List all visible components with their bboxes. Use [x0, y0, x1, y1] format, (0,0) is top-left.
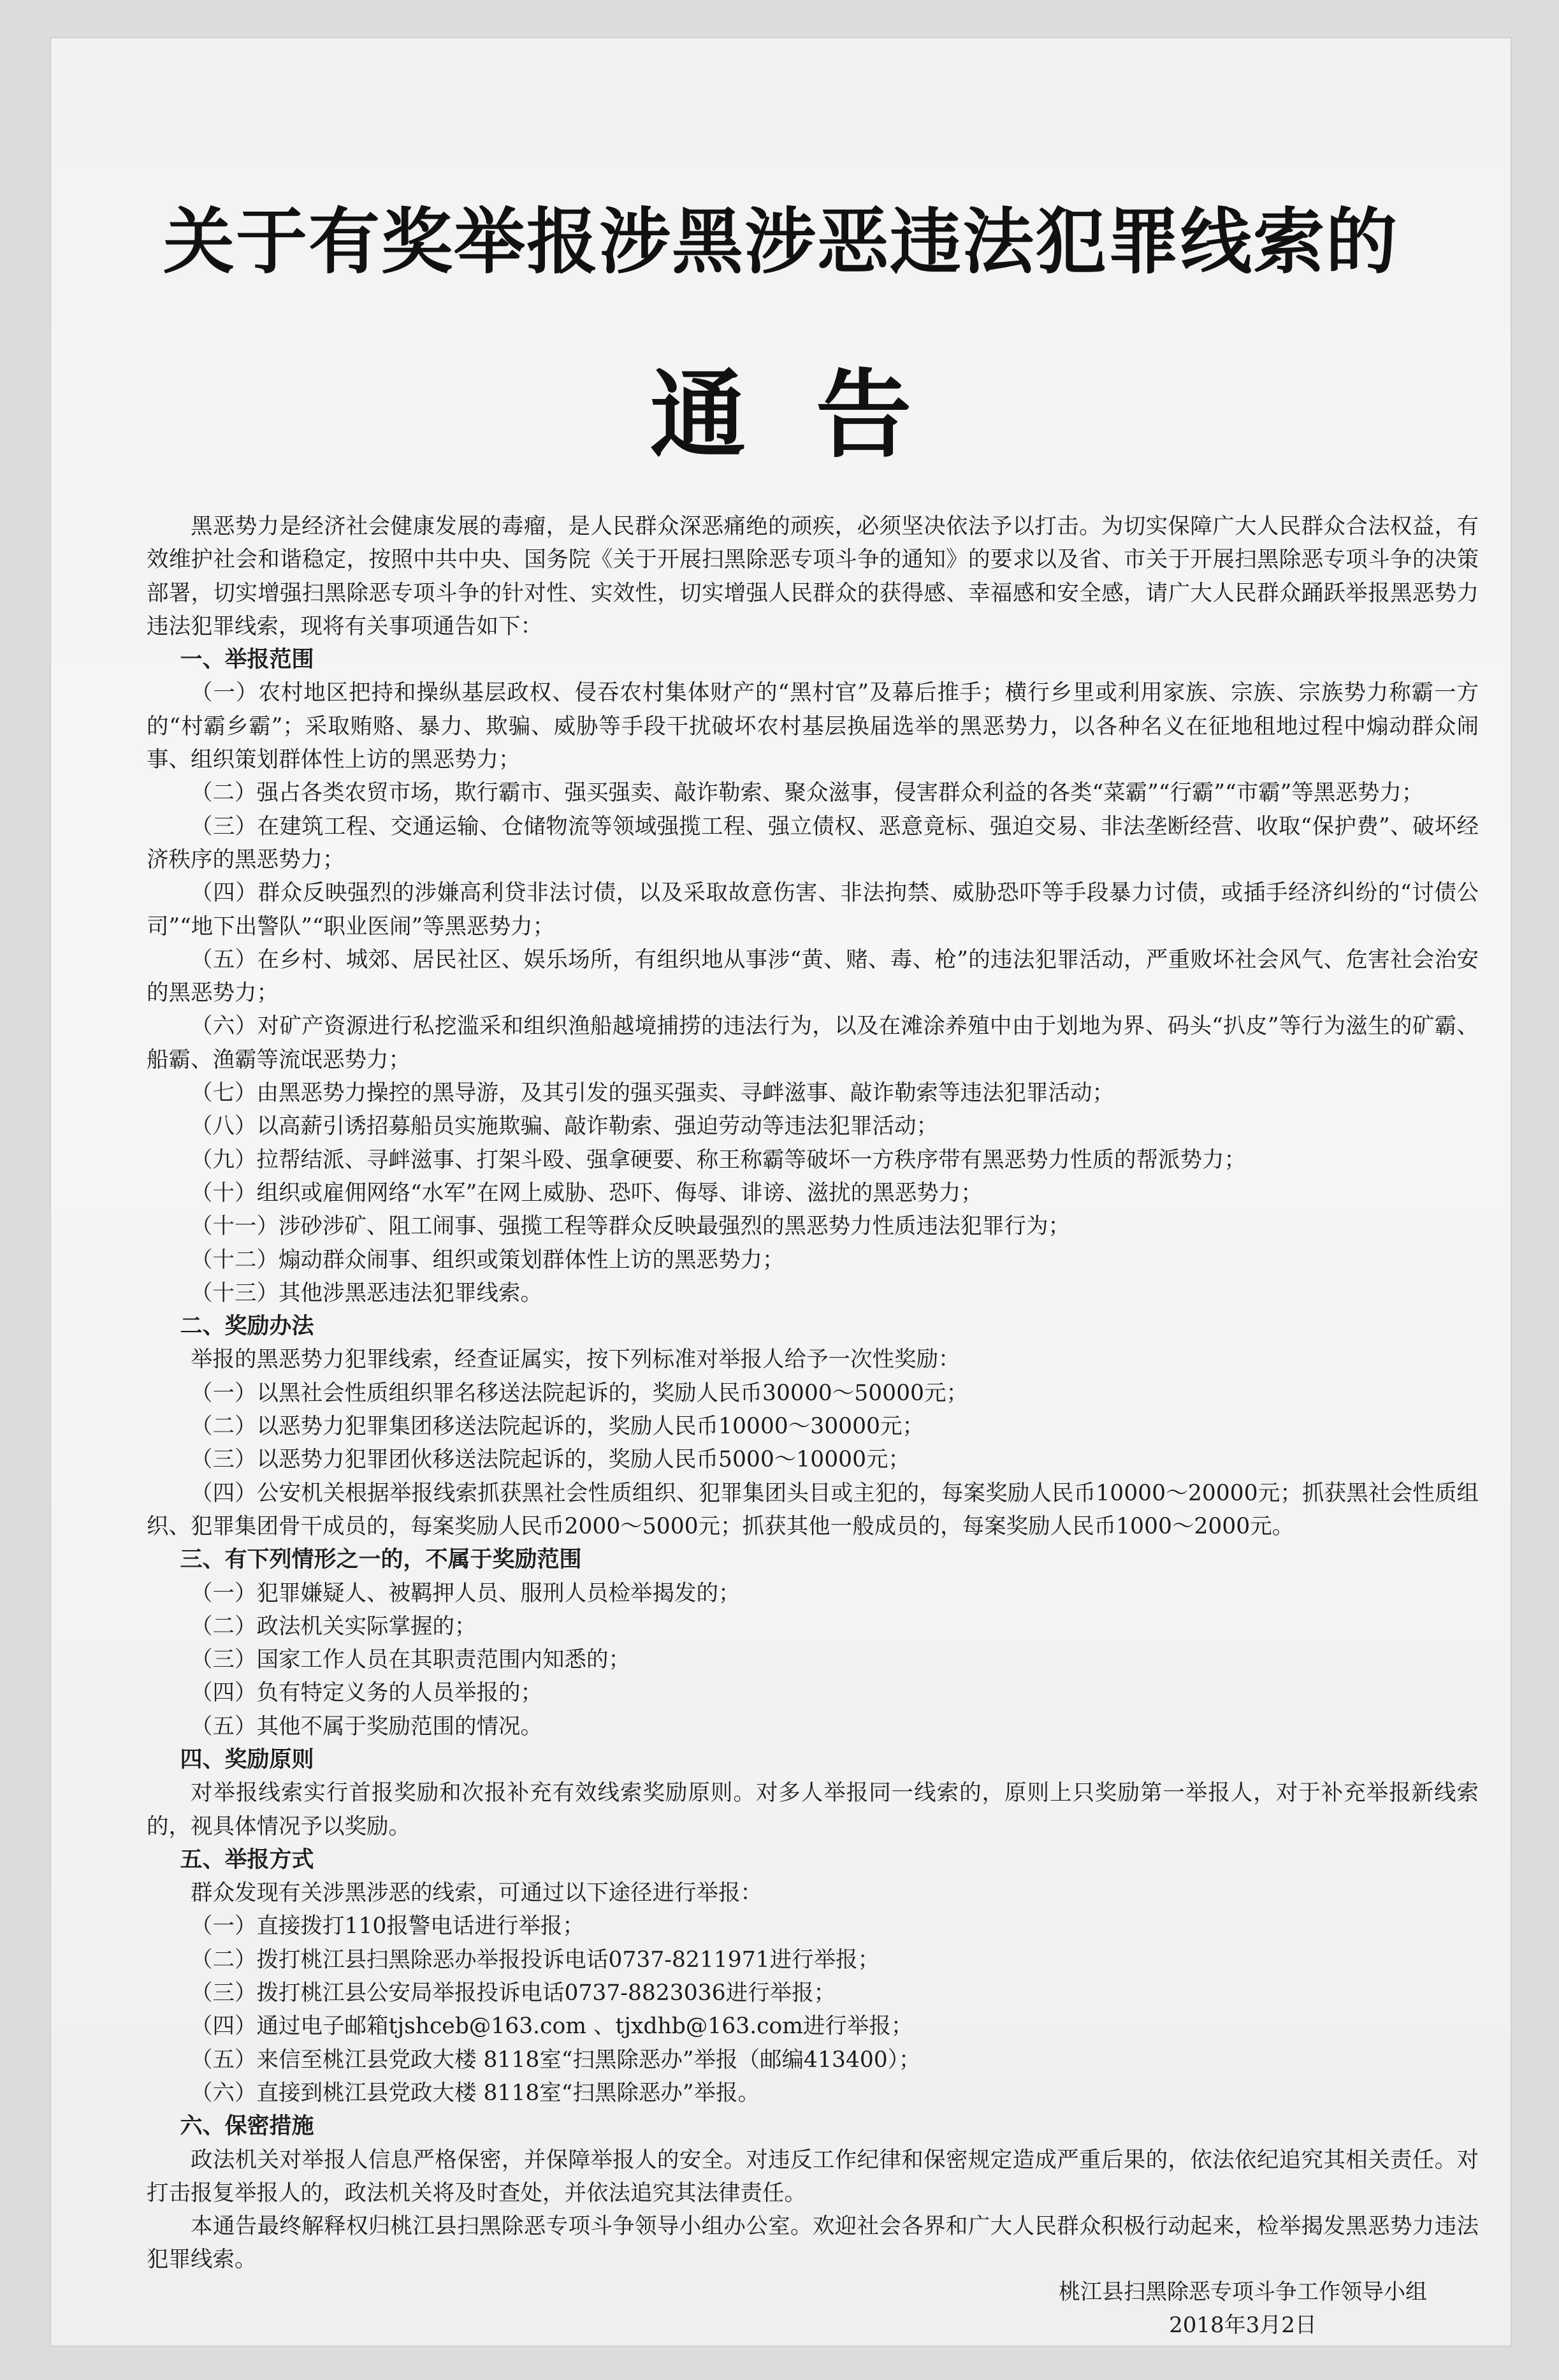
- notice-title-main: 通告: [649, 359, 982, 471]
- section-paragraph: （二）强占各类农贸市场，欺行霸市、强买强卖、敲诈勒索、聚众滋事，侵害群众利益的各类“菜霸”“行霸”“市霸”等黑恶势力；: [191, 780, 1424, 806]
- section-paragraph: （二）拨打桃江县扫黑除恶办举报投诉电话0737-8211971进行举报；: [191, 1947, 880, 1973]
- section-heading: 二、奖励办法: [180, 1314, 314, 1340]
- section-paragraph: （三）国家工作人员在其职责范围内知悉的；: [191, 1647, 630, 1673]
- section-paragraph: （七）由黑恶势力操控的黑导游，及其引发的强买强卖、寻衅滋事、敲诈勒索等违法犯罪活动；: [191, 1080, 1114, 1107]
- section-paragraph: （五）在乡村、城郊、居民社区、娱乐场所，有组织地从事涉“黄、赌、毒、枪”的违法犯罪活动，严重败坏社会风气、危害社会治安的黑恶势力；: [147, 947, 1479, 1006]
- section-paragraph: （九）拉帮结派、寻衅滋事、打架斗殴、强拿硬要、称王称霸等破坏一方秩序带有黑恶势力性质的帮派势力；: [191, 1147, 1246, 1173]
- issue-date: 2018年3月2日: [1169, 2312, 1317, 2338]
- section-paragraph: （二）政法机关实际掌握的；: [191, 1613, 477, 1639]
- section-paragraph: （三）以恶势力犯罪团伙移送法院起诉的，奖励人民币5000～10000元；: [191, 1447, 911, 1473]
- intro-paragraph: 黑恶势力是经济社会健康发展的毒瘤，是人民群众深恶痛绝的顽疾，必须坚决依法予以打击。为切实保障广大人民群众合法权益，有效维护社会和谐稳定，按照中共中央、国务院《关于开展扫黑除恶专项斗争的通知》的要求以及省、市关于开展扫黑除恶专项斗争的决策部署，切实增强扫黑除恶专项斗争的针对性、实效性，切实增强人民群众的获得感、幸福感和安全感，请广大人民群众踊跃举报黑恶势力违法犯罪线索，现将有关事项通告如下：: [147, 514, 1479, 639]
- section-paragraph: （十）组织或雇佣网络“水军”在网上威胁、恐吓、侮辱、诽谤、滋扰的黑恶势力；: [191, 1180, 983, 1206]
- section-paragraph: （四）负有特定义务的人员举报的；: [191, 1680, 542, 1706]
- section-paragraph: （六）直接到桃江县党政大楼 8118室“扫黑除恶办”举报。: [191, 2080, 760, 2106]
- section-paragraph: （三）在建筑工程、交通运输、仓储物流等领域强揽工程、强立债权、恶意竟标、强迫交易、非法垄断经营、收取“保护费”、破坏经济秩序的黑恶势力；: [147, 813, 1479, 873]
- section-paragraph: （一）犯罪嫌疑人、被羁押人员、服刑人员检举揭发的；: [191, 1580, 741, 1606]
- section-paragraph: （三）拨打桃江县公安局举报投诉电话0737-8823036进行举报；: [191, 1980, 836, 2006]
- section-paragraph: 举报的黑恶势力犯罪线索，经查证属实，按下列标准对举报人给予一次性奖励：: [191, 1347, 961, 1373]
- notice-title: 关于有奖举报涉黑涉恶违法犯罪线索的: [163, 200, 1398, 284]
- section-heading: 六、保密措施: [180, 2114, 314, 2140]
- section-paragraph: （十一）涉砂涉矿、阻工闹事、强揽工程等群众反映最强烈的黑恶势力性质违法犯罪行为；: [191, 1214, 1070, 1240]
- section-paragraph: （二）以恶势力犯罪集团移送法院起诉的，奖励人民币10000～30000元；: [191, 1414, 924, 1440]
- notice-body: [147, 510, 1479, 2277]
- section-paragraph: （一）农村地区把持和操纵基层政权、侵吞农村集体财产的“黑村官”及幕后推手；横行乡里或利用家族、宗族、宗族势力称霸一方的“村霸乡霸”；采取贿赂、暴力、欺骗、威胁等手段干扰破坏农村基层换届选举的黑恶势力，以各种名义在征地租地过程中煽动群众闹事、组织策划群体性上访的黑恶势力；: [147, 680, 1479, 773]
- section-paragraph: （四）公安机关根据举报线索抓获黑社会性质组织、犯罪集团头目或主犯的，每案奖励人民币10000～20000元；抓获黑社会性质组织、犯罪集团骨干成员的，每案奖励人民币2000～5000元；抓获其他一般成员的，每案奖励人民币1000～2000元。: [147, 1480, 1479, 1539]
- section-paragraph: （一）直接拨打110报警电话进行举报；: [191, 1913, 584, 1940]
- section-heading: 三、有下列情形之一的，不属于奖励范围: [180, 1547, 582, 1573]
- section-paragraph: （五）来信至桃江县党政大楼 8118室“扫黑除恶办”举报（邮编413400）；: [191, 2047, 921, 2073]
- section-paragraph: 对举报线索实行首报奖励和次报补充有效线索奖励原则。对多人举报同一线索的，原则上只奖励第一举报人，对于补充举报新线索的，视具体情况予以奖励。: [147, 1780, 1479, 1839]
- section-paragraph: （五）其他不属于奖励范围的情况。: [191, 1713, 542, 1739]
- section-paragraph: （六）对矿产资源进行私挖滥采和组织渔船越境捕捞的违法行为，以及在滩涂养殖中由于划地为界、码头“扒皮”等行为滋生的矿霸、船霸、渔霸等流氓恶势力；: [147, 1013, 1479, 1073]
- notice-poster: [51, 38, 1511, 2346]
- section-paragraph: （四）通过电子邮箱tjshceb@163.com 、tjxdhb@163.com进行举报；: [191, 2014, 913, 2040]
- issuer: 桃江县扫黑除恶专项斗争工作领导小组: [1059, 2279, 1427, 2305]
- section-paragraph: （一）以黑社会性质组织罪名移送法院起诉的，奖励人民币30000～50000元；: [191, 1380, 968, 1406]
- section-paragraph: （十三）其他涉黑恶违法犯罪线索。: [191, 1280, 542, 1306]
- section-paragraph: （八）以高薪引诱招募船员实施欺骗、敲诈勒索、强迫劳动等违法犯罪活动；: [191, 1114, 938, 1140]
- section-paragraph: 政法机关对举报人信息严格保密，并保障举报人的安全。对违反工作纪律和保密规定造成严重后果的，依法依纪追究其相关责任。对打击报复举报人的，政法机关将及时查处，并依法追究其法律责任。: [147, 2147, 1479, 2206]
- section-paragraph: （四）群众反映强烈的涉嫌高利贷非法讨债，以及采取故意伤害、非法拘禁、威胁恐吓等手段暴力讨债，或插手经济纠纷的“讨债公司”“地下出警队”“职业医闹”等黑恶势力；: [147, 880, 1479, 940]
- section-paragraph: （十二）煽动群众闹事、组织或策划群体性上访的黑恶势力；: [191, 1247, 785, 1273]
- section-heading: 四、奖励原则: [180, 1746, 314, 1773]
- signature-block: [1007, 2275, 1479, 2342]
- section-heading: 五、举报方式: [180, 1847, 314, 1873]
- section-heading: 一、举报范围: [180, 647, 314, 673]
- section-paragraph: 群众发现有关涉黑涉恶的线索，可通过以下途径进行举报：: [191, 1880, 762, 1906]
- section-paragraph: 本通告最终解释权归桃江县扫黑除恶专项斗争领导小组办公室。欢迎社会各界和广大人民群众积极行动起来，检举揭发黑恶势力违法犯罪线索。: [147, 2214, 1479, 2273]
